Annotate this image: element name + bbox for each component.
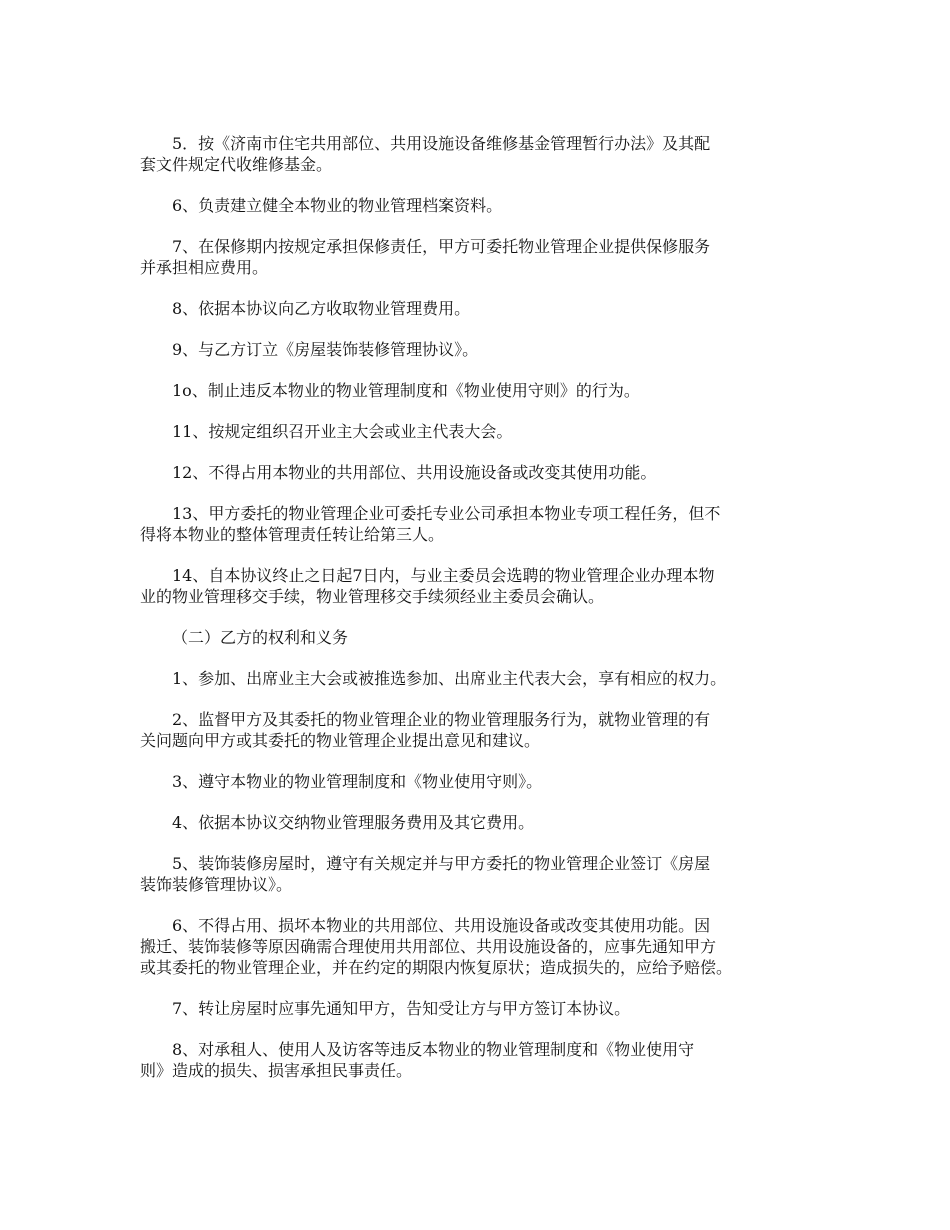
paragraph-item-9-decoration-agreement: 9、与乙方订立《房屋装饰装修管理协议》。 xyxy=(172,340,479,359)
paragraph-item-12-no-occupation: 12、不得占用本物业的共用部位、共用设施设备或改变其使用功能。 xyxy=(172,463,657,482)
paragraph-item-14-handover: 14、自本协议终止之日起7日内，与业主委员会选聘的物业管理企业办理本物 业的物业管理移交手续，物业管理移交手续须经业主委员会确认。 xyxy=(140,566,715,606)
paragraph-item-10-stop-violations: 1o、制止违反本物业的物业管理制度和《物业使用守则》的行为。 xyxy=(172,381,640,400)
paragraph-b-item-8-liability: 8、对承租人、使用人及访客等违反本物业的物业管理制度和《物业使用守 则》造成的损失、损害承担民事责任。 xyxy=(140,1040,695,1080)
paragraph-item-6-archives: 6、负责建立健全本物业的物业管理档案资料。 xyxy=(172,196,503,215)
paragraph-item-5-maintenance-fund: 5．按《济南市住宅共用部位、共用设施设备维修基金管理暂行办法》及其配 套文件规定代收维修基金。 xyxy=(140,134,711,174)
paragraph-b-item-5-decoration: 5、装饰装修房屋时，遵守有关规定并与甲方委托的物业管理企业签订《房屋 装饰装修管理协议》。 xyxy=(140,854,711,894)
paragraph-item-13-subcontract: 13、甲方委托的物业管理企业可委托专业公司承担本物业专项工程任务，但不 得将本物业的整体管理责任转让给第三人。 xyxy=(140,504,721,544)
paragraph-b-item-3-comply-rules: 3、遵守本物业的物业管理制度和《物业使用守则》。 xyxy=(172,772,543,791)
document-body xyxy=(140,133,810,1101)
paragraph-item-7-warranty: 7、在保修期内按规定承担保修责任，甲方可委托物业管理企业提供保修服务 并承担相应费用。 xyxy=(140,237,711,277)
paragraph-b-item-6-no-damage: 6、不得占用、损坏本物业的共用部位、共用设施设备或改变其使用功能。因 搬迁、装饰装修等原因确需合理使用共用部位、共用设施设备的，应事先通知甲方 或其委托的物业管理企业，并在约定的期限内恢复原状；造成损失的，应给予赔偿。 xyxy=(140,916,733,977)
paragraph-item-11-owners-meeting: 11、按规定组织召开业主大会或业主代表大会。 xyxy=(172,422,513,441)
paragraph-b-item-2-supervise: 2、监督甲方及其委托的物业管理企业的物业管理服务行为，就物业管理的有 关问题向甲方或其委托的物业管理企业提出意见和建议。 xyxy=(140,710,711,750)
paragraph-b-item-1-attend-meetings: 1、参加、出席业主大会或被推选参加、出席业主代表大会，享有相应的权力。 xyxy=(172,669,727,688)
paragraph-b-item-4-pay-fees: 4、依据本协议交纳物业管理服务费用及其它费用。 xyxy=(172,813,535,832)
paragraph-item-8-fees: 8、依据本协议向乙方收取物业管理费用。 xyxy=(172,299,471,318)
section-heading-party-b-rights: （二）乙方的权利和义务 xyxy=(172,628,349,647)
paragraph-b-item-7-transfer: 7、转让房屋时应事先通知甲方，告知受让方与甲方签订本协议。 xyxy=(172,999,631,1018)
